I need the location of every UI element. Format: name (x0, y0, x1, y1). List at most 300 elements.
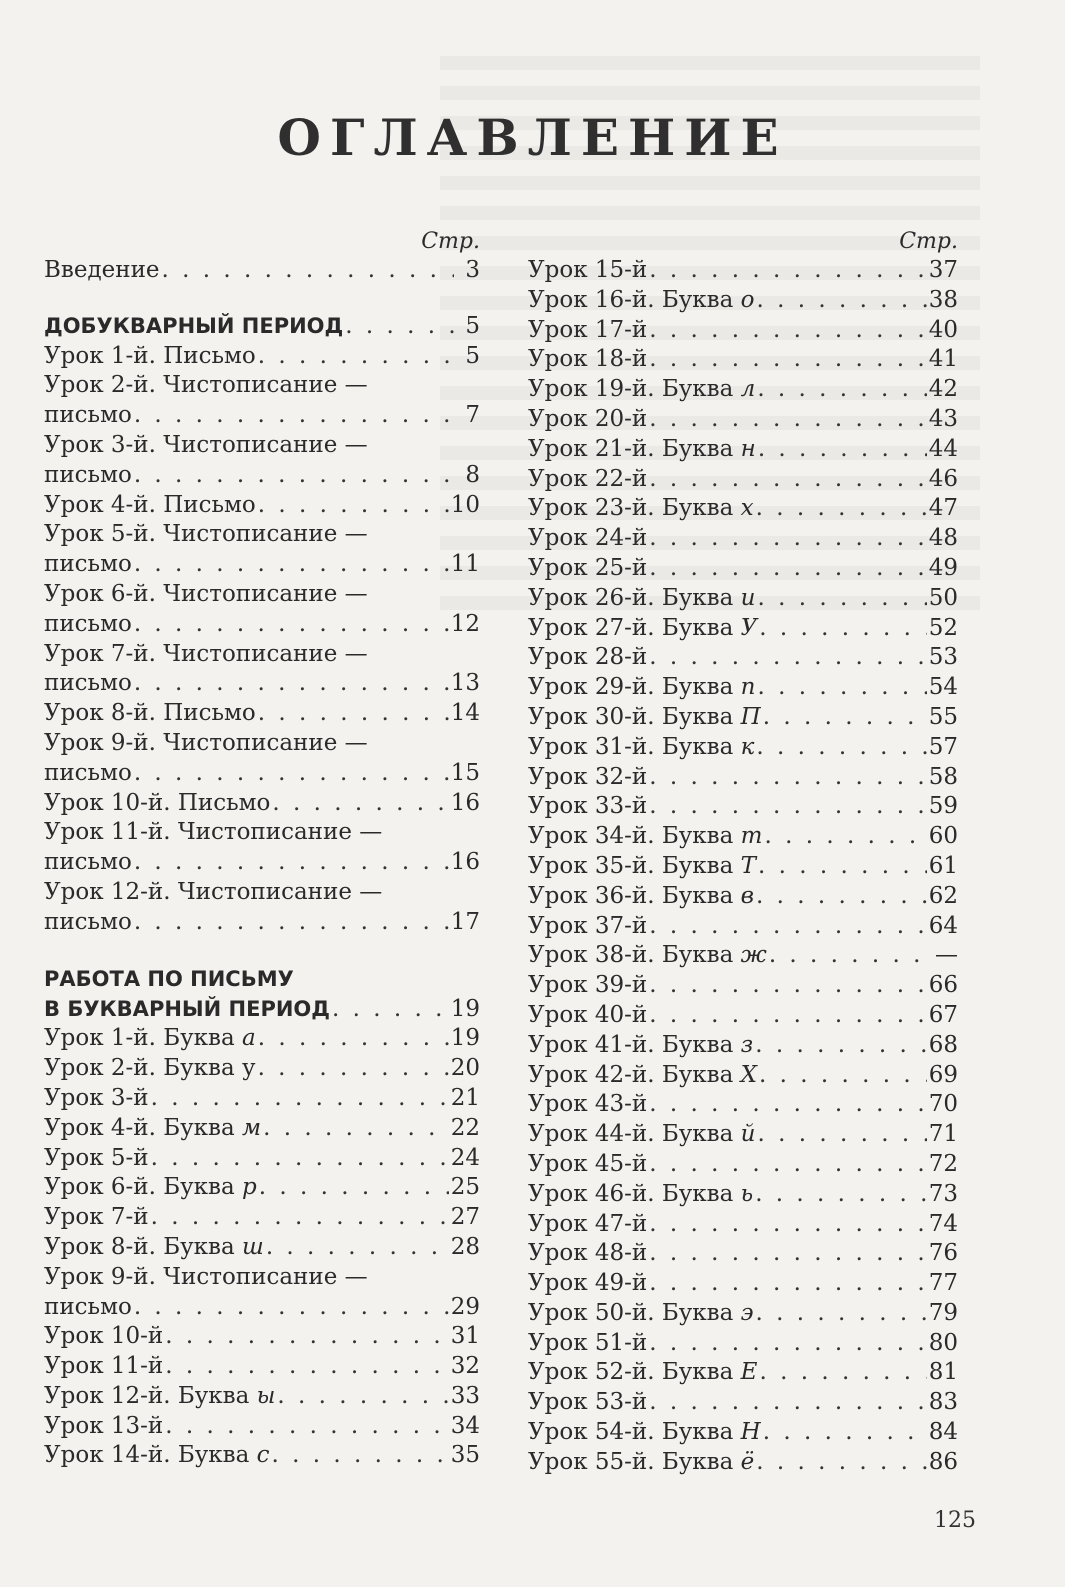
leader-dots (756, 494, 927, 524)
toc-entry-page: 60 (928, 823, 958, 850)
toc-entry[interactable] (528, 1001, 958, 1031)
toc-entry[interactable] (528, 1090, 958, 1120)
leader-dots (134, 461, 454, 491)
toc-entry-letter: Х (740, 1061, 758, 1088)
toc-entry-text: Урок 24-й (528, 525, 648, 552)
toc-entry[interactable] (528, 1269, 958, 1299)
toc-entry-text: Урок 25-й (528, 554, 648, 581)
leader-dots (165, 1352, 448, 1382)
toc-entry-label: Урок 4-й. Буква (44, 1114, 243, 1141)
toc-entry-label: Урок 23-й. Буква (528, 495, 741, 522)
toc-entry[interactable] (528, 286, 958, 316)
toc-entry[interactable] (528, 822, 958, 852)
toc-entry-text (528, 435, 756, 465)
toc-entry-page: 86 (928, 1448, 958, 1475)
toc-entry-first-line: Урок 3-й. Чистописание — (44, 431, 368, 458)
toc-entry-label: Урок 26-й. Буква (528, 584, 741, 611)
toc-entry-label: Урок 34-й. Буква (528, 823, 741, 850)
toc-entry-page: 72 (928, 1150, 958, 1177)
toc-entry[interactable] (528, 673, 958, 703)
toc-entry-text: письмо (44, 849, 132, 876)
toc-entry[interactable] (528, 852, 958, 882)
toc-entry[interactable] (528, 1180, 958, 1210)
toc-entry[interactable] (44, 401, 480, 431)
toc-entry[interactable] (528, 584, 958, 614)
toc-entry-text: письмо (44, 1293, 132, 1320)
leader-dots (277, 1382, 448, 1412)
toc-entry-page: 38 (928, 286, 958, 313)
leader-dots (756, 1448, 926, 1478)
toc-entry-letter: Т (740, 852, 756, 879)
toc-entry-letter: м (242, 1114, 262, 1141)
toc-entry-text (528, 822, 762, 852)
toc-entry[interactable] (44, 1293, 480, 1323)
section-entries-prebukvar (44, 342, 480, 938)
toc-entry-page: 54 (928, 674, 958, 701)
toc-entry-page: 42 (928, 376, 958, 403)
leader-dots (258, 491, 449, 521)
toc-entry[interactable] (528, 494, 958, 524)
toc-entry-label: Урок 42-й. Буква (528, 1061, 741, 1088)
toc-entry-page: 21 (450, 1084, 480, 1111)
toc-entry[interactable] (528, 643, 958, 673)
toc-entry[interactable] (528, 554, 958, 584)
toc-entry-text (44, 1233, 264, 1263)
toc-entry-label: Урок 19-й. Буква (528, 376, 741, 403)
toc-entry-page: 10 (450, 491, 480, 518)
toc-entry-page: 35 (450, 1442, 480, 1469)
toc-entry-page: 7 (465, 402, 480, 429)
leader-dots (649, 405, 926, 435)
toc-entry-letter: п (740, 674, 756, 701)
toc-entry-page: 76 (928, 1240, 958, 1267)
toc-entry-text: Урок 45-й (528, 1150, 648, 1177)
toc-entry[interactable] (44, 610, 480, 640)
toc-entry-page: 67 (928, 1001, 958, 1028)
leader-dots (757, 673, 926, 703)
leader-dots (272, 1441, 449, 1471)
toc-entry[interactable] (528, 524, 958, 554)
toc-entry-text (528, 882, 754, 912)
toc-entry[interactable] (44, 759, 480, 789)
toc-entry-text: Урок 17-й (528, 316, 648, 343)
toc-entry-label: Урок 21-й. Буква (528, 435, 741, 462)
leader-dots (649, 1210, 926, 1240)
toc-entry-text (528, 733, 754, 763)
toc-entry-page: 59 (928, 793, 958, 820)
toc-entry-page: 64 (928, 912, 958, 939)
toc-entry-text (528, 1299, 754, 1329)
toc-entry-page: 53 (928, 644, 958, 671)
toc-entry-letter: ы (256, 1382, 276, 1409)
toc-entry-letter: с (256, 1442, 270, 1469)
toc-entry[interactable] (528, 435, 958, 465)
toc-entry[interactable] (528, 703, 958, 733)
toc-entry-letter: ш (242, 1233, 264, 1260)
toc-entry[interactable] (528, 1120, 958, 1150)
toc-entry-text (528, 584, 755, 614)
toc-entry-text: Урок 43-й (528, 1091, 648, 1118)
toc-entry[interactable] (528, 405, 958, 435)
leader-dots (258, 342, 454, 372)
toc-entry[interactable] (528, 971, 958, 1001)
leader-dots (134, 550, 449, 580)
toc-entry-page: 41 (928, 346, 958, 373)
leader-dots (134, 669, 449, 699)
leader-dots (332, 995, 449, 1025)
toc-entry-label: Урок 46-й. Буква (528, 1180, 741, 1207)
toc-entry-page: 74 (928, 1210, 958, 1237)
toc-entry-text: Урок 37-й (528, 912, 648, 939)
toc-entry-text: Урок 49-й (528, 1270, 648, 1297)
toc-entry-page: 20 (450, 1055, 480, 1082)
toc-entry[interactable] (528, 1358, 958, 1388)
toc-entry[interactable] (44, 1322, 480, 1352)
toc-entry-page: 40 (928, 316, 958, 343)
toc-entry-text (528, 1061, 757, 1091)
toc-entry-page: — (935, 942, 958, 969)
leader-dots (756, 882, 927, 912)
toc-entry[interactable] (528, 256, 958, 286)
section-heading-prebukvar[interactable] (44, 312, 480, 342)
toc-entry-text: Урок 1-й. Письмо (44, 342, 256, 369)
toc-entry-text: письмо (44, 551, 132, 578)
toc-entry[interactable] (44, 1233, 480, 1263)
toc-entry-letter: о (740, 286, 755, 313)
toc-entry-page: 29 (450, 1293, 480, 1320)
toc-entry-label: Урок 1-й. Буква (44, 1025, 243, 1052)
toc-entry-label: Урок 36-й. Буква (528, 882, 741, 909)
toc-entry[interactable] (528, 941, 958, 971)
toc-entry-text (44, 1382, 275, 1412)
toc-entry[interactable] (528, 1150, 958, 1180)
toc-entry-page: 17 (450, 908, 480, 935)
toc-entry[interactable] (528, 1061, 958, 1091)
toc-entry-first-line: Урок 6-й. Чистописание — (44, 580, 368, 607)
toc-entry[interactable] (44, 1114, 480, 1144)
toc-entry-text: Урок 51-й (528, 1329, 648, 1356)
leader-dots (134, 759, 449, 789)
toc-entry-page: 52 (928, 614, 958, 641)
toc-entry-letter: р (242, 1174, 257, 1201)
toc-entry[interactable] (528, 1329, 958, 1359)
leader-dots (759, 1358, 926, 1388)
toc-entry[interactable] (44, 550, 480, 580)
toc-entry-letter: и (740, 584, 756, 611)
toc-entry[interactable] (528, 1418, 958, 1448)
section-title-line2: В БУКВАРНЫЙ ПЕРИОД (44, 996, 330, 1021)
toc-entry-page: 33 (450, 1382, 480, 1409)
leader-dots (165, 1412, 448, 1442)
toc-entry-text: Урок 4-й. Письмо (44, 491, 256, 518)
toc-entry[interactable] (44, 1173, 480, 1203)
toc-entry-text: Урок 20-й (528, 405, 648, 432)
toc-entry-page: 84 (928, 1419, 958, 1446)
toc-entry-first-line: Урок 5-й. Чистописание — (44, 521, 368, 548)
toc-entry-letter: в (740, 882, 755, 909)
toc-entry[interactable] (528, 733, 958, 763)
toc-entry-page: 81 (928, 1359, 958, 1386)
toc-entry-page: 43 (928, 405, 958, 432)
toc-entry-text: Урок 18-й (528, 346, 648, 373)
toc-entry[interactable] (44, 1441, 480, 1471)
toc-entry-text: Урок 8-й. Письмо (44, 700, 256, 727)
toc-entry-page: 32 (450, 1353, 480, 1380)
toc-entry[interactable] (44, 1144, 480, 1174)
toc-entry[interactable] (44, 699, 480, 729)
page-title: ОГЛАВЛЕНИЕ (277, 108, 788, 167)
toc-entry-page: 12 (450, 610, 480, 637)
toc-entry-text: письмо (44, 610, 132, 637)
leader-dots (151, 1084, 449, 1114)
toc-entry[interactable] (44, 1412, 480, 1442)
leader-dots (649, 912, 926, 942)
toc-entry-first-line: Урок 2-й. Чистописание — (44, 372, 368, 399)
toc-entry-text (528, 1180, 753, 1210)
toc-entry-letter: а (242, 1025, 256, 1052)
toc-entry[interactable] (44, 1084, 480, 1114)
toc-entry-text: Урок 11-й (44, 1353, 164, 1380)
leader-dots (649, 1269, 926, 1299)
toc-entry[interactable] (528, 614, 958, 644)
toc-entry-page: 48 (928, 525, 958, 552)
toc-entry-text: Урок 10-й. Письмо (44, 789, 271, 816)
toc-entry-text: письмо (44, 461, 132, 488)
toc-entry-text: Урок 40-й (528, 1001, 648, 1028)
toc-entry-page: 68 (928, 1031, 958, 1058)
toc-entry-page: 37 (928, 257, 958, 283)
leader-dots (151, 1203, 449, 1233)
toc-entry-text: Урок 13-й (44, 1412, 164, 1439)
leader-dots (757, 286, 927, 316)
toc-entry-letter: й (740, 1121, 756, 1148)
toc-entry-page: 73 (928, 1180, 958, 1207)
toc-entry[interactable] (528, 375, 958, 405)
toc-entry[interactable] (44, 1203, 480, 1233)
toc-entry-letter: з (740, 1031, 754, 1058)
leader-dots (757, 1120, 926, 1150)
toc-entry-page: 79 (928, 1299, 958, 1326)
toc-entry[interactable] (44, 491, 480, 521)
toc-entry[interactable] (528, 1388, 958, 1418)
toc-entry-page: 55 (928, 703, 958, 730)
toc-entry-page: 16 (450, 789, 480, 816)
toc-entry-letter: ё (740, 1448, 755, 1475)
leader-dots (165, 1322, 448, 1352)
toc-entry-label: Урок 29-й. Буква (528, 674, 741, 701)
toc-entry-text: Урок 48-й (528, 1240, 648, 1267)
leader-dots (755, 1031, 927, 1061)
leader-dots (134, 1293, 449, 1323)
leader-dots (649, 1388, 926, 1418)
toc-entry-label: Урок 54-й. Буква (528, 1419, 741, 1446)
toc-entry-page: 61 (928, 852, 958, 879)
leader-dots (266, 1233, 449, 1263)
leader-dots (649, 1150, 926, 1180)
toc-entry-page: 16 (450, 849, 480, 876)
leader-dots (758, 852, 927, 882)
toc-entry-label: Урок 27-й. Буква (528, 614, 741, 641)
leader-dots (649, 1239, 926, 1269)
section-title: ДОБУКВАРНЫЙ ПЕРИОД (44, 313, 344, 338)
toc-entry-text: Урок 5-й (44, 1144, 149, 1171)
toc-entry-page: 70 (928, 1091, 958, 1118)
leader-dots (649, 465, 926, 495)
toc-entry-letter: х (740, 495, 754, 522)
toc-entry-text: Урок 7-й (44, 1204, 149, 1231)
leader-dots (649, 554, 926, 584)
toc-entry-page: 71 (928, 1121, 958, 1148)
toc-entry-page: 5 (465, 342, 480, 369)
toc-entry-label: Урок 44-й. Буква (528, 1121, 741, 1148)
toc-entry-letter: ь (740, 1180, 754, 1207)
toc-entry-intro[interactable] (44, 256, 480, 286)
toc-entry[interactable] (44, 789, 480, 819)
toc-entry-page: 11 (450, 551, 480, 578)
toc-entry-first-line: Урок 9-й. Чистописание — (44, 729, 368, 756)
toc-entry-letter: н (740, 435, 756, 462)
leader-dots (134, 610, 449, 640)
toc-entry-page: 49 (928, 554, 958, 581)
leader-dots (649, 792, 926, 822)
leader-dots (755, 1180, 927, 1210)
toc-entry[interactable] (44, 908, 480, 938)
leader-dots (649, 345, 926, 375)
toc-entry[interactable] (528, 763, 958, 793)
toc-entry-text (528, 703, 761, 733)
toc-entry-text (528, 1120, 755, 1150)
toc-entry-first-line: Урок 9-й. Чистописание — (44, 1263, 368, 1290)
toc-entry-page: 57 (928, 733, 958, 760)
leader-dots (769, 941, 932, 971)
toc-entry[interactable] (44, 1024, 480, 1054)
toc-entry-page: 80 (928, 1329, 958, 1356)
leader-dots (649, 643, 926, 673)
toc-entry-text: Урок 3-й (44, 1084, 149, 1111)
toc-entry-label: Урок 52-й. Буква (528, 1359, 741, 1386)
toc-entry-text: Урок 10-й (44, 1323, 164, 1350)
leader-dots (263, 1114, 449, 1144)
leader-dots (134, 848, 449, 878)
toc-entry-text (528, 941, 767, 971)
leader-dots (649, 763, 926, 793)
page-number: 125 (934, 1508, 976, 1533)
toc-entry-page: 31 (450, 1323, 480, 1350)
leader-dots (258, 699, 449, 729)
leader-dots (757, 375, 926, 405)
leader-dots (756, 733, 926, 763)
toc-entry-text (528, 375, 755, 405)
toc-entry-label: Урок 31-й. Буква (528, 733, 741, 760)
toc-entry[interactable] (528, 1210, 958, 1240)
toc-entry[interactable] (44, 1382, 480, 1412)
toc-entry-label: Урок 55-й. Буква (528, 1448, 741, 1475)
toc-entry[interactable] (528, 1299, 958, 1329)
toc-entry-label: Урок 38-й. Буква (528, 942, 741, 969)
leader-dots (649, 1001, 926, 1031)
page-column-label: Стр. (899, 229, 958, 254)
section-entries-bukvar (44, 1024, 480, 1471)
toc-entry-page: 83 (928, 1389, 958, 1416)
toc-entry[interactable] (44, 1054, 480, 1084)
toc-entry[interactable] (528, 912, 958, 942)
toc-entry-page: 14 (450, 700, 480, 727)
toc-entry-first-line: Урок 7-й. Чистописание — (44, 640, 368, 667)
toc-entry-text: Урок 28-й (528, 644, 648, 671)
section-page: 19 (450, 995, 480, 1022)
leader-dots (258, 1054, 449, 1084)
section-title-line1: РАБОТА ПО ПИСЬМУ (44, 966, 294, 991)
toc-entry-page: 8 (465, 461, 480, 488)
toc-entry-text (528, 494, 754, 524)
toc-entry-text: Урок 39-й (528, 972, 648, 999)
toc-entry-page: 24 (450, 1144, 480, 1171)
toc-entry-letter: Н (740, 1419, 761, 1446)
toc-entry-text (528, 1448, 754, 1478)
toc-entry-letter: ж (740, 942, 767, 969)
toc-entry-label: Урок 41-й. Буква (528, 1031, 741, 1058)
toc-entry-text (528, 1358, 757, 1388)
toc-entry-page: 22 (450, 1114, 480, 1141)
toc-entry-text: Урок 33-й (528, 793, 648, 820)
toc-entry-letter: л (740, 376, 756, 403)
toc-entry[interactable] (528, 1448, 958, 1478)
toc-entry[interactable] (44, 461, 480, 491)
toc-entry-page: 47 (928, 495, 958, 522)
toc-entry-label: Урок 35-й. Буква (528, 852, 741, 879)
toc-entry-letter: к (740, 733, 755, 760)
toc-entry-page: 77 (928, 1270, 958, 1297)
toc-entry[interactable] (44, 1352, 480, 1382)
toc-entry-letter: э (740, 1299, 754, 1326)
leader-dots (649, 256, 926, 286)
toc-entry-text (44, 1173, 257, 1203)
toc-entry[interactable] (528, 882, 958, 912)
leader-dots (272, 789, 448, 819)
toc-entry-text (528, 286, 755, 316)
toc-entry-page: 13 (450, 670, 480, 697)
toc-entry[interactable] (44, 669, 480, 699)
toc-entry-text: письмо (44, 402, 132, 429)
toc-entry[interactable] (44, 342, 480, 372)
leader-dots (649, 1090, 926, 1120)
leader-dots (134, 401, 454, 431)
section-entries-continued (528, 256, 958, 1478)
toc-right-column (528, 228, 958, 1478)
leader-dots (258, 1024, 449, 1054)
leader-dots (759, 614, 926, 644)
toc-entry[interactable] (528, 345, 958, 375)
toc-entry[interactable] (528, 1031, 958, 1061)
toc-entry-text: письмо (44, 908, 132, 935)
leader-dots (151, 1144, 449, 1174)
toc-entry[interactable] (528, 1239, 958, 1269)
toc-entry[interactable] (528, 792, 958, 822)
toc-entry-text (528, 852, 756, 882)
toc-entry-letter: П (740, 703, 761, 730)
toc-entry-page: 58 (928, 763, 958, 790)
leader-dots (759, 1061, 927, 1091)
toc-entry[interactable] (528, 465, 958, 495)
leader-dots (345, 312, 454, 342)
toc-entry-page: 27 (450, 1204, 480, 1231)
toc-entry-letter: Е (740, 1359, 758, 1386)
toc-entry[interactable] (528, 316, 958, 346)
toc-entry-text: Урок 15-й (528, 257, 648, 283)
leader-dots (134, 908, 449, 938)
toc-entry[interactable] (44, 848, 480, 878)
section-heading-bukvar[interactable] (44, 995, 480, 1025)
